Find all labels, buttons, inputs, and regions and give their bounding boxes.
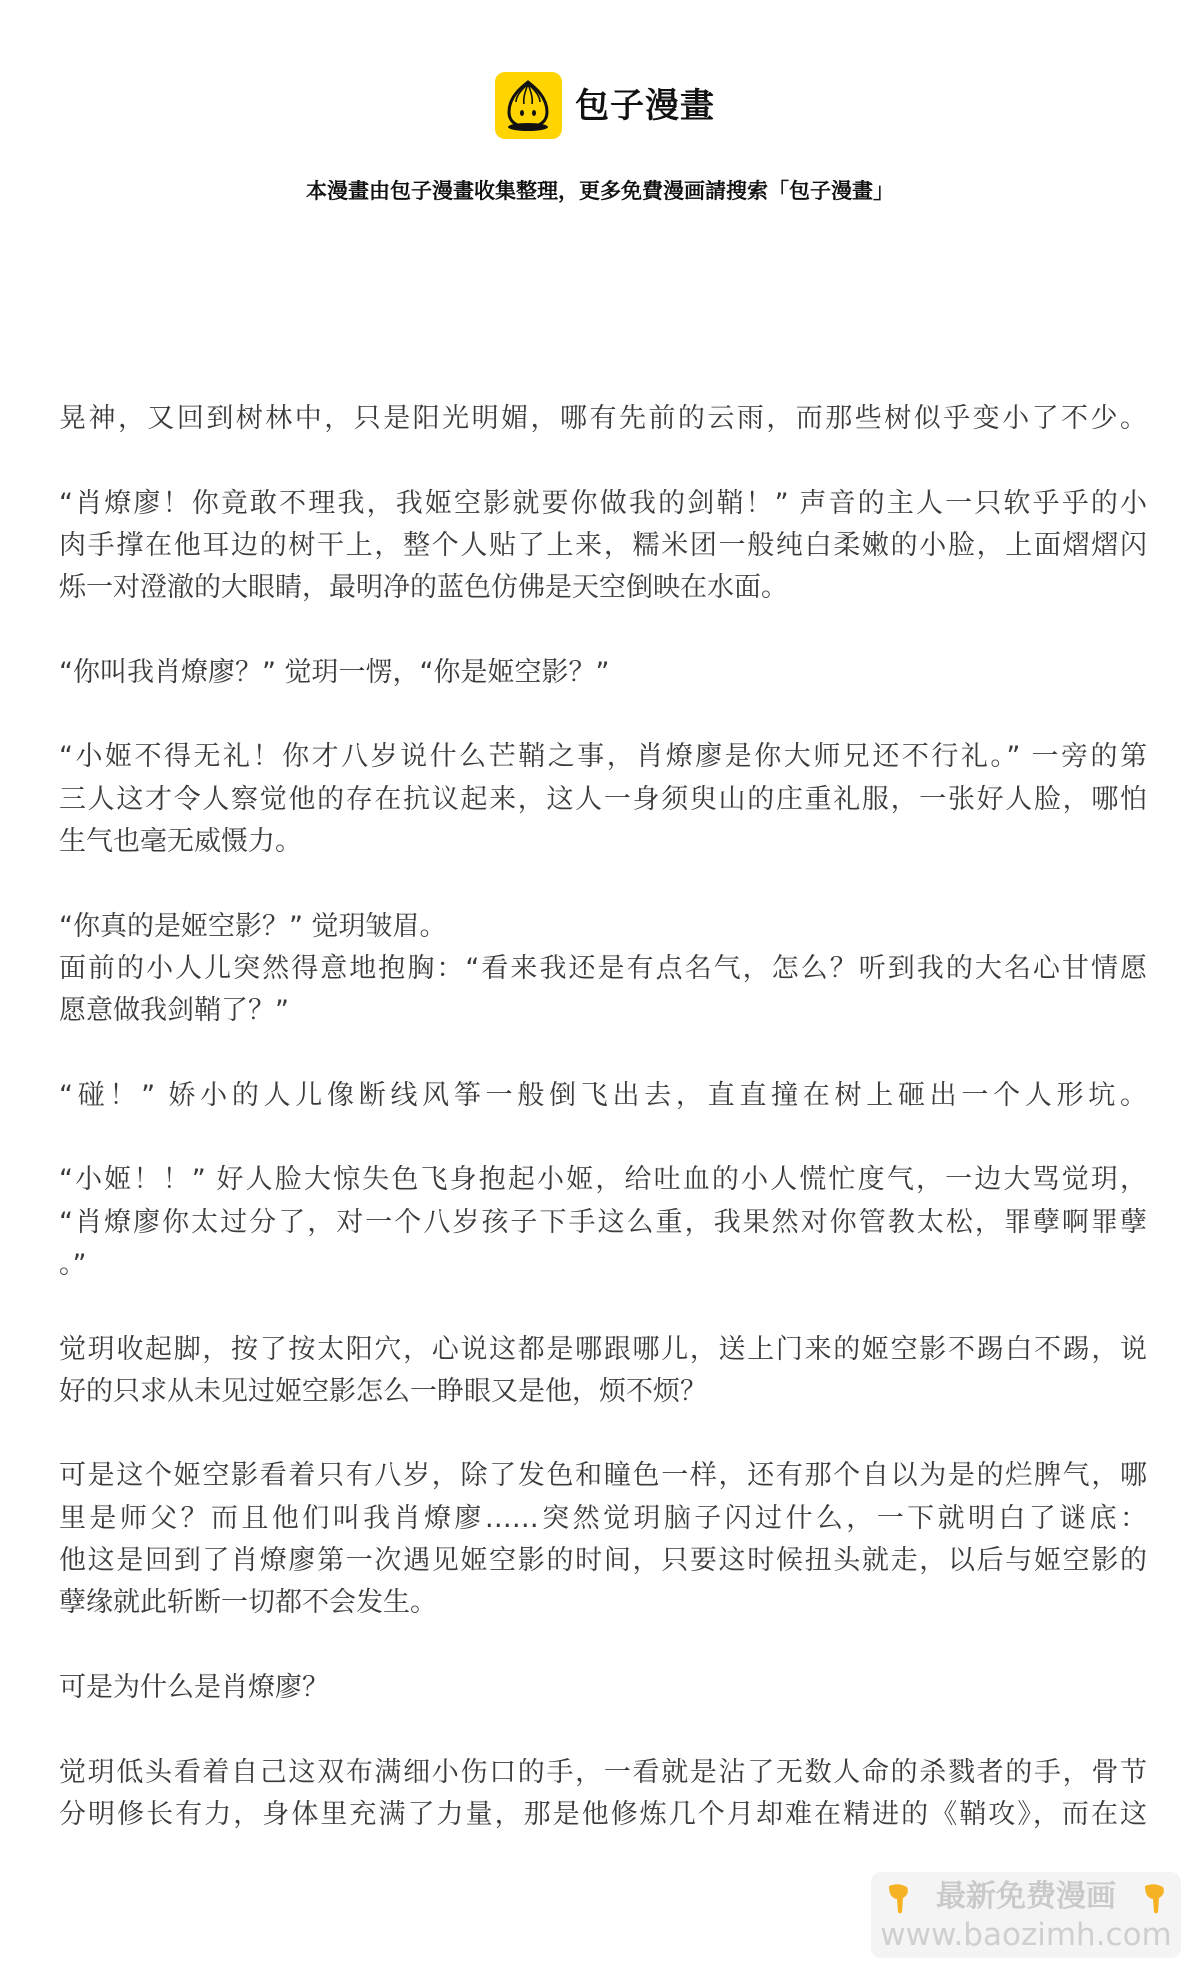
text-line: “碰！” 娇小的人儿像断线风筝一般倒飞出去，直直撞在树上砸出一个人形坑。 [59, 1079, 1147, 1111]
paragraph-block [59, 1159, 1147, 1286]
paragraph-block [59, 398, 1147, 440]
text-line: 里是师父？而且他们叫我肖燎廖……突然觉玥脑子闪过什么，一下就明白了谜底： [59, 1502, 1147, 1534]
text-line: 孽缘就此斩断一切都不会发生。 [59, 1587, 437, 1619]
text-line: 可是这个姬空影看着只有八岁，除了发色和瞳色一样，还有那个自以为是的烂脾气，哪 [59, 1460, 1147, 1492]
paragraph-block [59, 1667, 1147, 1709]
paragraph-block [59, 483, 1147, 610]
paragraph-block [59, 1075, 1147, 1117]
text-line: 肉手撑在他耳边的树干上，整个人贴了上来，糯米团一般纯白柔嫩的小脸，上面熠熠闪 [59, 529, 1147, 561]
text-line: 觉玥低头看着自己这双布满细小伤口的手，一看就是沾了无数人命的杀戮者的手，骨节 [59, 1756, 1147, 1788]
text-line: “你叫我肖燎廖？” 觉玥一愣，“你是姬空影？” [59, 656, 610, 688]
paragraph-block [59, 1455, 1147, 1624]
source-notice: 本漫畫由包子漫畫收集整理，更多免費漫画請搜索「包子漫畫」 [306, 179, 894, 203]
text-line: 生气也毫无威慑力。 [59, 825, 302, 857]
article-text [59, 398, 1147, 1878]
paragraph-block [59, 1329, 1147, 1414]
text-line: “肖燎廖你太过分了，对一个八岁孩子下手这么重，我果然对你管教太松，罪孽啊罪孽 [59, 1206, 1147, 1238]
text-line: 面前的小人儿突然得意地抱胸：“看来我还是有点名气，怎么？听到我的大名心甘情愿 [59, 952, 1147, 984]
watermark-title: 最新免费漫画 [936, 1879, 1116, 1914]
text-line: “你真的是姬空影？” 觉玥皱眉。 [59, 910, 447, 942]
pointing-hand-icon [1141, 1882, 1167, 1916]
watermark-url: www.baozimh.com [880, 1917, 1172, 1953]
text-line: 烁一对澄澈的大眼睛，最明净的蓝色仿佛是天空倒映在水面。 [59, 572, 788, 604]
text-line: 他这是回到了肖燎廖第一次遇见姬空影的时间，只要这时候扭头就走，以后与姬空影的 [59, 1545, 1147, 1577]
text-line: 好的只求从未见过姬空影怎么一睁眼又是他，烦不烦？ [59, 1375, 707, 1407]
paragraph-block [59, 652, 1147, 694]
text-line: 可是为什么是肖燎廖？ [59, 1671, 329, 1703]
text-line: 愿意做我剑鞘了？” [59, 995, 289, 1027]
text-line: 晃神，又回到树林中，只是阳光明媚，哪有先前的云雨，而那些树似乎变小了不少。 [59, 403, 1147, 434]
watermark-banner[interactable] [871, 1872, 1181, 1958]
brand-name: 包子漫畫 [575, 86, 715, 126]
paragraph-block [59, 736, 1147, 863]
text-line: “肖燎廖！你竟敢不理我，我姬空影就要你做我的剑鞘！” 声音的主人一只软乎乎的小 [59, 487, 1147, 519]
paragraph-block [59, 1752, 1147, 1837]
text-line: 。” [59, 1248, 87, 1280]
text-line: 分明修长有力，身体里充满了力量，那是他修炼几个月却难在精进的《鞘攻》，而在这 [59, 1798, 1147, 1830]
paragraph-block [59, 906, 1147, 1033]
baozi-logo-icon [495, 72, 562, 139]
text-line: “小姬！！” 好人脸大惊失色飞身抱起小姬，给吐血的小人慌忙度气，一边大骂觉玥， [59, 1164, 1147, 1196]
text-line: 觉玥收起脚，按了按太阳穴，心说这都是哪跟哪儿，送上门来的姬空影不踢白不踢，说 [59, 1333, 1147, 1365]
text-line: 三人这才令人察觉他的存在抗议起来，这人一身须臾山的庄重礼服，一张好人脸，哪怕 [59, 783, 1147, 815]
text-line: “小姬不得无礼！你才八岁说什么芒鞘之事，肖燎廖是你大师兄还不行礼。” 一旁的第 [59, 741, 1147, 773]
